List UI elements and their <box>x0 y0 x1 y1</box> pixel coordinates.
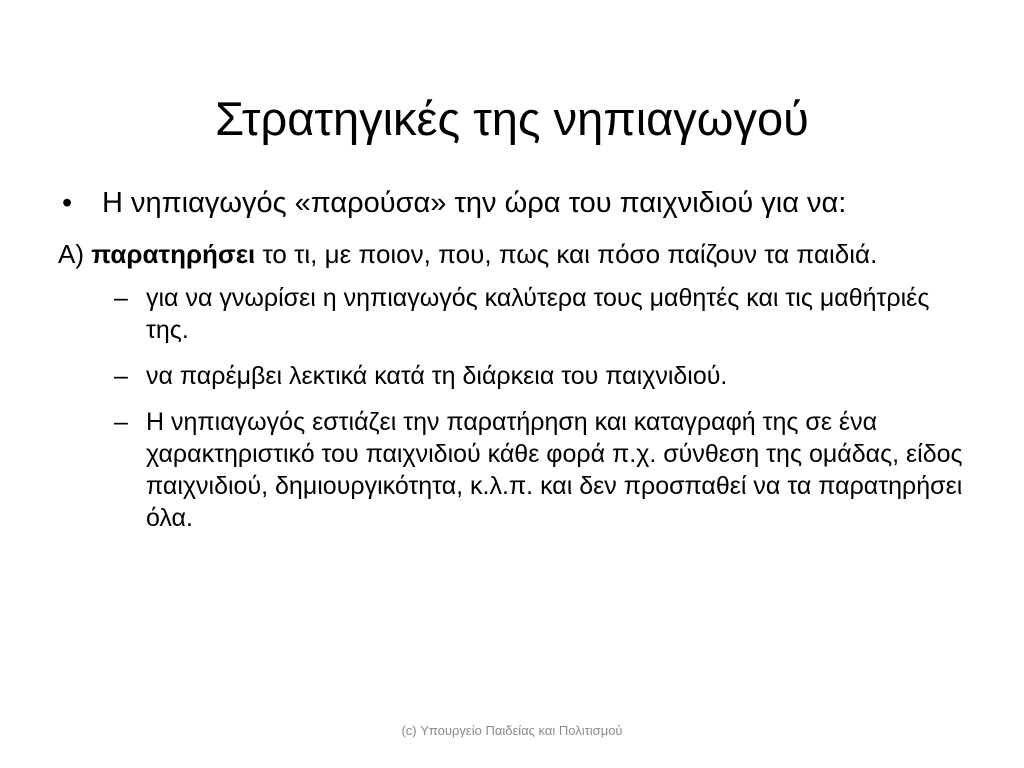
sub-bullet-text: για να γνωρίσει η νηπιαγωγός καλύτερα τους μαθητές και τις μαθήτριές της. <box>146 284 930 344</box>
observe-paragraph <box>58 234 968 274</box>
sub-bullet <box>58 360 968 392</box>
sub-bullet <box>58 406 968 534</box>
dash-marker: – <box>114 284 128 312</box>
paragraph-bold-term: παρατηρήσει <box>91 239 256 269</box>
footer-copyright: (c) Υπουργείο Παιδείας και Πολιτισμού <box>401 723 623 738</box>
slide-content <box>58 185 968 548</box>
sub-bullet <box>58 282 968 346</box>
dash-marker: – <box>114 408 128 436</box>
main-bullet <box>58 185 968 222</box>
sub-bullet-text: να παρέμβει λεκτικά κατά τη διάρκεια του παιχνιδιού. <box>146 362 728 390</box>
main-bullet-text: Η νηπιαγωγός «παρούσα» την ώρα του παιχνιδιού για να: <box>102 187 847 219</box>
dash-marker: – <box>114 362 128 390</box>
sub-bullet-list <box>58 282 968 534</box>
slide-title: Στρατηγικές της νηπιαγωγού <box>215 92 809 146</box>
paragraph-prefix: Α) <box>58 239 92 269</box>
bullet-marker: • <box>62 187 73 219</box>
sub-bullet-text: Η νηπιαγωγός εστιάζει την παρατήρηση και καταγραφή της σε ένα χαρακτηριστικό του παιχνιδιού κάθε φορά π.χ. σύνθεση της ομάδας, είδος παιχνιδιού, δημιουργικότητα, κ.λ.π. και δεν προσπαθεί να τα παρατηρήσει όλα. <box>146 408 963 532</box>
paragraph-rest: το τι, με ποιον, που, πως και πόσο παίζουν τα παιδιά. <box>255 239 878 269</box>
